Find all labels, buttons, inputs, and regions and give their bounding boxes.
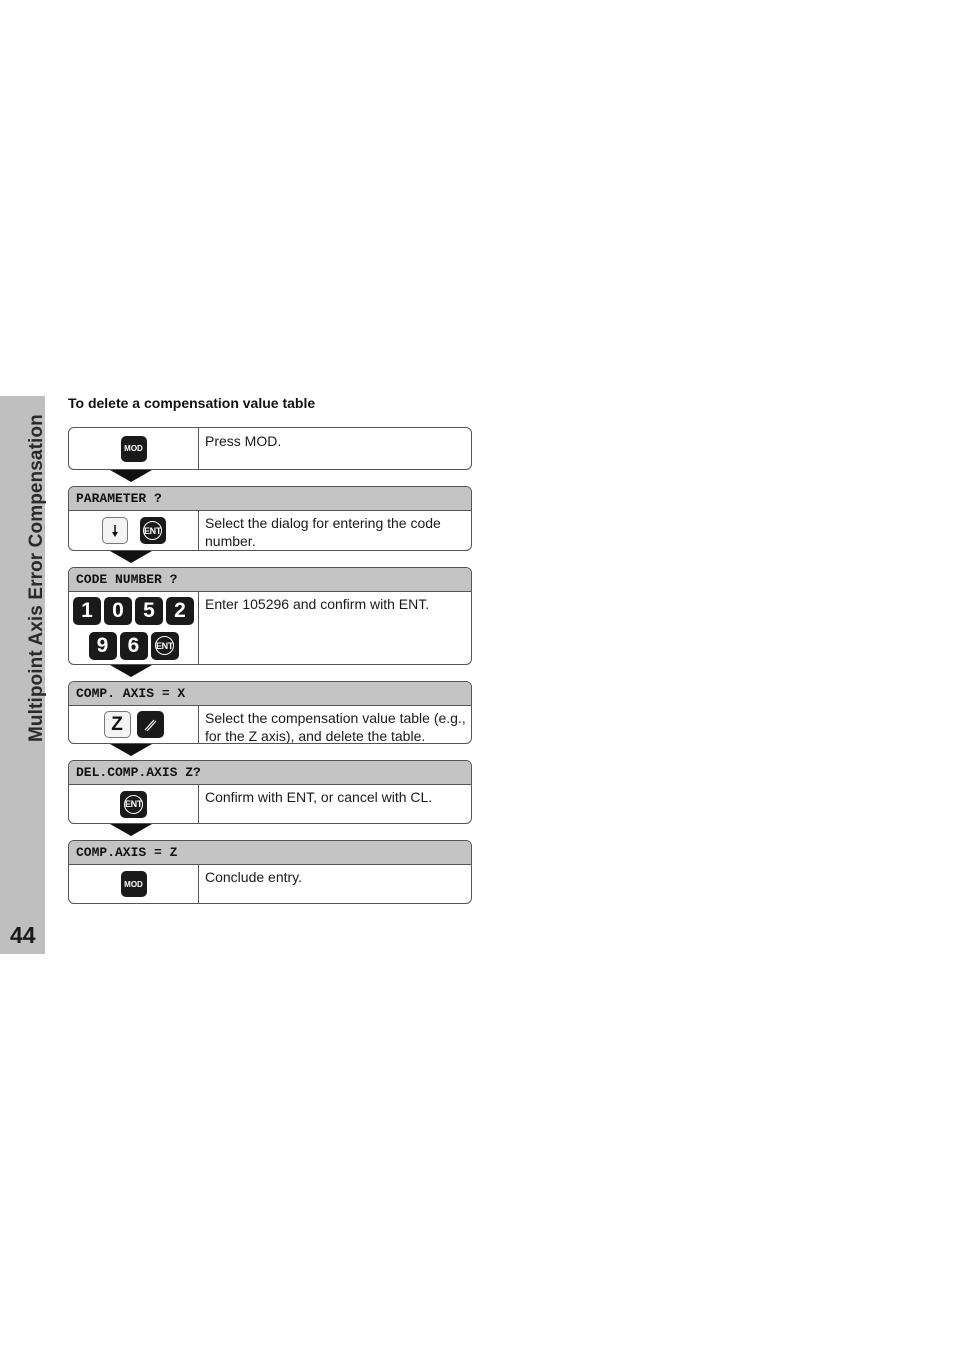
step-description: Press MOD.	[205, 433, 282, 449]
flow-arrow-icon	[110, 665, 152, 677]
digit-0-key[interactable]: 0	[104, 597, 132, 625]
display-readout: CODE NUMBER ?	[69, 568, 471, 592]
flow-arrow-icon	[110, 824, 152, 836]
digit-2-key[interactable]: 2	[166, 597, 194, 625]
ent-key[interactable]: ENT	[140, 517, 166, 544]
section-heading: To delete a compensation value table	[68, 395, 316, 411]
chapter-title: Multipoint Axis Error Compensation	[26, 414, 47, 742]
digit-1-key[interactable]: 1	[73, 597, 101, 625]
slash-icon	[142, 717, 158, 733]
display-readout: COMP. AXIS = X	[69, 682, 471, 706]
ent-key[interactable]: ENT	[120, 791, 147, 818]
mod-key[interactable]: MOD	[121, 436, 147, 462]
step-description: Select the compensation value table (e.g., for the Z axis), and delete the table.	[205, 710, 466, 744]
flow-arrow-icon	[110, 744, 152, 756]
flow-arrow-icon	[110, 551, 152, 563]
clear-key[interactable]	[137, 711, 164, 738]
arrow-down-icon	[110, 524, 120, 538]
step-description: Conclude entry.	[205, 869, 303, 885]
display-readout: COMP.AXIS = Z	[69, 841, 471, 865]
step-keys	[69, 706, 199, 743]
flow-arrow-icon	[110, 470, 152, 482]
step-conclude	[68, 840, 472, 904]
step-keys	[69, 592, 199, 664]
step-parameter	[68, 486, 472, 551]
step-press-mod	[68, 427, 472, 470]
step-keys	[69, 428, 199, 469]
step-description: Confirm with ENT, or cancel with CL.	[205, 789, 433, 805]
step-description: Select the dialog for entering the code number.	[205, 515, 441, 549]
step-delete-confirm	[68, 760, 472, 824]
display-readout: PARAMETER ?	[69, 487, 471, 511]
ent-key[interactable]: ENT	[151, 632, 179, 660]
step-keys	[69, 785, 199, 823]
page-number: 44	[10, 922, 36, 948]
step-comp-axis-select	[68, 681, 472, 744]
arrow-down-key[interactable]	[102, 517, 128, 544]
step-description: Enter 105296 and confirm with ENT.	[205, 596, 430, 612]
step-keys	[69, 511, 199, 550]
digit-6-key[interactable]: 6	[120, 632, 148, 660]
z-axis-key[interactable]: Z	[104, 711, 131, 738]
step-keys	[69, 865, 199, 903]
mod-key[interactable]: MOD	[121, 871, 147, 897]
step-code-number	[68, 567, 472, 665]
digit-5-key[interactable]: 5	[135, 597, 163, 625]
digit-9-key[interactable]: 9	[89, 632, 117, 660]
display-readout: DEL.COMP.AXIS Z?	[69, 761, 471, 785]
